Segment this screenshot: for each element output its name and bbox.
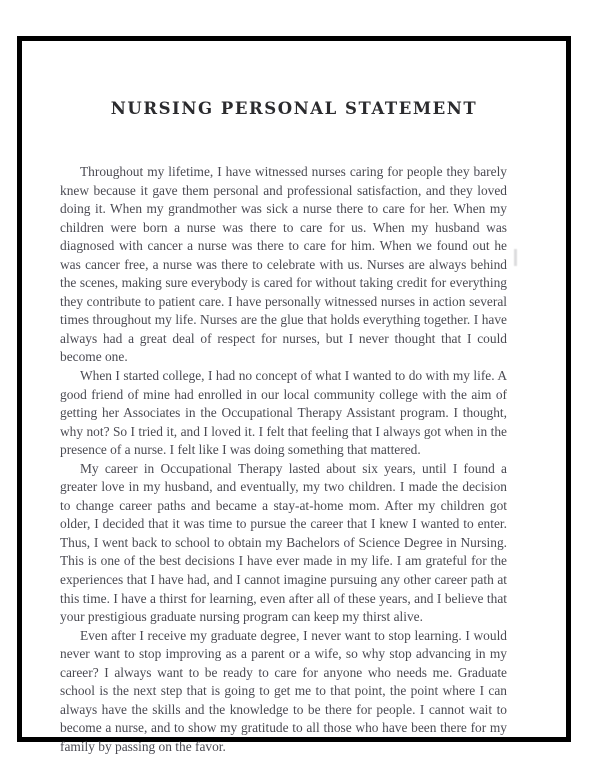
document-body [60,163,507,757]
paragraph-4: Even after I receive my graduate degree, I never want to stop learning. I would never want to stop improving as a parent or a wife, so why stop advancing in my career? I always want to be ready to care for anyone who needs me. Graduate school is the next step that is going to get me to that point, the point where I can always have the skills and the knowledge to be there for people. I cannot wait to become a nurse, and to show my gratitude to all those who have been there for my family by passing on the favor. [60,627,507,754]
paragraph-1: Throughout my lifetime, I have witnessed nurses caring for people they barely knew because it gave them personal and professional satisfaction, and they loved doing it. When my grandmother was sick a nurse there to care for her. When my children were born a nurse was there to care for us. When my husband was diagnosed with cancer a nurse was there to care for him. When we found out he was cancer free, a nurse was there to celebrate with us. Nurses are always behind the scenes, making sure everybody is cared for without taking credit for everything they contribute to patient care. I have personally witnessed nurses in action several times throughout my life. Nurses are the glue that holds everything together. I have always had a great deal of respect for nurses, but I never thought that I could become one. [60,164,507,365]
paragraph-3: My career in Occupational Therapy lasted about six years, until I found a greater love in my husband, and eventually, my two children. I made the decision to change career paths and became a stay-at-home mom. After my children got older, I decided that it was time to pursue the career that I knew I wanted to enter. Thus, I went back to school to obtain my Bachelors of Science Degree in Nursing. This is one of the best decisions I have ever made in my life. I am grateful for the experiences that I have had, and I cannot imagine pursuing any other career path at this time. I have a thirst for learning, even after all of these years, and I believe that your prestigious graduate nursing program can keep my thirst alive. [60,460,507,625]
scan-artifact [514,249,517,266]
paragraph-2: When I started college, I had no concept of what I wanted to do with my life. A good friend of mine had enrolled in our local community college with the aim of getting her Associates in the Occupational Therapy Assistant program. I thought, why not? So I tried it, and I loved it. I felt that feeling that I always got when in the presence of a nurse. I felt like I was doing something that mattered. [60,368,507,458]
page-title: NURSING PERSONAL STATEMENT [110,99,478,119]
page-border-frame [17,36,571,754]
page-content-area [22,41,566,754]
